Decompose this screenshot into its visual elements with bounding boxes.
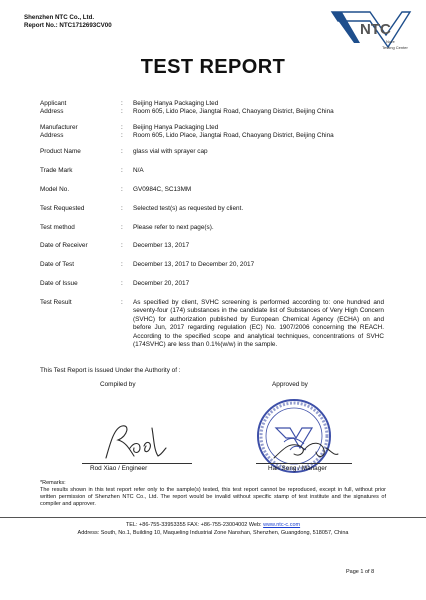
address-label: Address [40, 108, 64, 115]
ntc-logo-icon [330, 7, 412, 53]
website-link[interactable]: www.ntc-c.com [263, 522, 301, 528]
compiler-signature-line [82, 463, 192, 464]
trade-mark-value: N/A [133, 167, 144, 174]
footer-divider [0, 517, 426, 518]
approver-signature-icon [270, 430, 340, 464]
footer-address: Address: South, No.1, Building 10, Maqueling Industrial Zone Nanshan, Shenzhen, Guangdong, 518057, China [77, 530, 349, 536]
remarks-label: *Remarks: [40, 480, 66, 486]
date-receiver-value: December 13, 2017 [133, 242, 190, 249]
date-issue-value: December 20, 2017 [133, 280, 190, 287]
report-number: Report No.: NTC1712693CV00 [24, 22, 112, 29]
applicant-value: Beijing Hanya Packaging Lted [133, 100, 219, 107]
date-test-value: December 13, 2017 to December 20, 2017 [133, 261, 255, 268]
compiler-name: Rod Xiao / Engineer [90, 465, 148, 472]
company-name: Shenzhen NTC Co., Ltd. [24, 14, 95, 21]
test-method-value: Please refer to next page(s). [133, 224, 214, 231]
manufacturer-address-value: Room 605, Lido Place, Jiangtai Road, Chaoyang District, Beijing China [133, 132, 334, 139]
approver-signature-line [256, 463, 352, 464]
applicant-address-value: Room 605, Lido Place, Jiangtai Road, Chaoyang District, Beijing China [133, 108, 334, 115]
compiler-signature-icon [100, 420, 170, 462]
logo-sub2: Testing Center [382, 45, 408, 50]
test-result-value: As specified by client, SVHC screening is performed according to: one hundred and seventy-four (174) substances in the candidate list of Substances of Very High Concern (SVHC) for authorization published by European Chemical Agency (ECHA) on and before Jun, 2017 regarding regulation (EC) No. 1907/2006 concerning the REACH. According to the specified scope and analytical techniques, concentrations of SVHC (174SVHC) are less than 0.1%(w/w) in the sample. [133, 299, 384, 349]
page-number: Page 1 of 8 [346, 569, 375, 575]
manufacturer-value: Beijing Hanya Packaging Lted [133, 124, 219, 131]
applicant-label: Applicant [40, 100, 67, 107]
test-requested-value: Selected test(s) as requested by client. [133, 205, 244, 212]
manufacturer-label: Manufacturer [40, 124, 78, 131]
compiled-by-label: Compiled by [100, 381, 136, 388]
ntc-logo [330, 7, 412, 53]
approved-by-label: Approved by [272, 381, 308, 388]
logo-sub1: Nore [386, 39, 395, 44]
authority-statement: This Test Report is Issued Under the Authority of : [40, 367, 181, 374]
report-title: TEST REPORT [140, 56, 286, 78]
model-no-value: GV0984C, SC13MM [133, 186, 192, 193]
approver-name: Han Song / Manager [268, 465, 327, 472]
remarks-text: The results shown in this test report refer only to the sample(s) tested, this test report cannot be reproduced, except in full, without prior written permission of Shenzhen NTC Co., Ltd. The report would be invalid without specific stamp of test institute and the signatures of compiler and approver. [40, 487, 386, 507]
product-name-value: glass vial with sprayer cap [133, 148, 208, 155]
footer-contact: TEL: +86-755-33953355 FAX: +86-755-23004002 Web: www.ntc-c.com [125, 522, 301, 528]
logo-mark: NTC [360, 21, 391, 38]
address-label: Address [40, 132, 64, 139]
